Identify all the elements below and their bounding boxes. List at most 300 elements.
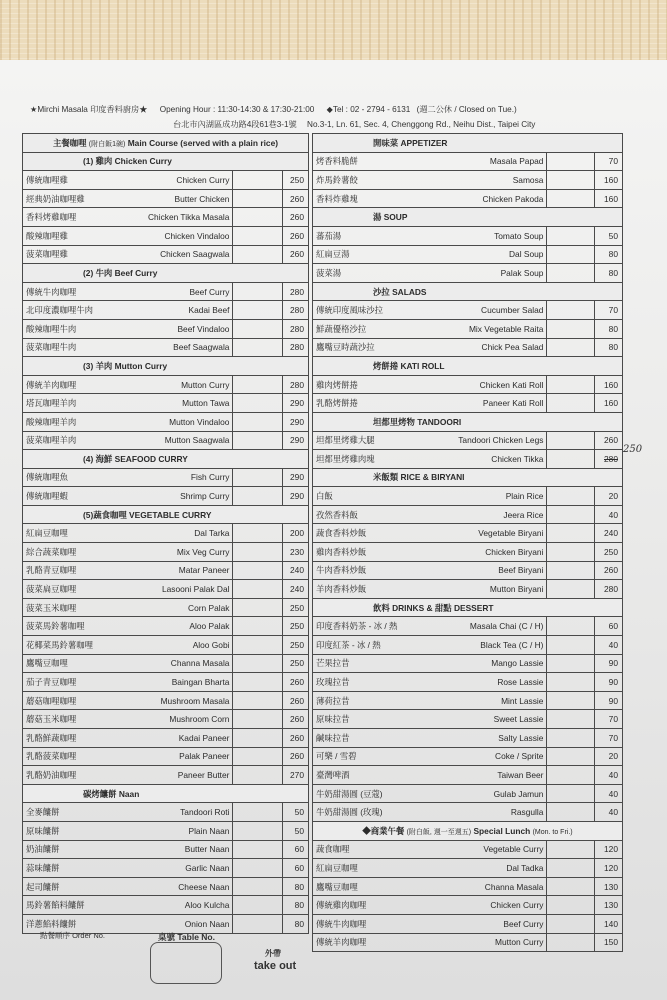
item-quantity-cell[interactable]	[233, 636, 283, 655]
item-name-cn: 洋蔥餡料饢餅	[23, 914, 103, 933]
item-price: 280	[283, 319, 309, 338]
item-name-cn: 傳統咖哩魚	[23, 468, 103, 487]
item-name-cn: 起司饢餅	[23, 877, 103, 896]
menu-item-row	[313, 803, 623, 822]
item-quantity-cell[interactable]	[547, 171, 595, 190]
item-price: 240	[283, 580, 309, 599]
item-quantity-cell[interactable]	[547, 450, 595, 469]
item-price: 260	[595, 561, 623, 580]
item-price: 40	[595, 505, 623, 524]
item-price: 260	[283, 208, 309, 227]
item-name-cn: 傳統牛肉咖哩	[313, 914, 409, 933]
item-name-cn: 蘑菇咖哩咖哩	[23, 691, 103, 710]
menu-item-row	[23, 189, 309, 208]
item-quantity-cell[interactable]	[547, 729, 595, 748]
item-quantity-cell[interactable]	[233, 561, 283, 580]
menu-item-row	[23, 394, 309, 413]
item-name-cn: 臺灣啤酒	[313, 766, 409, 785]
item-quantity-cell[interactable]	[233, 896, 283, 915]
section-header	[23, 784, 309, 803]
item-name-en: Beef Vindaloo	[102, 319, 233, 338]
menu-item-row	[23, 691, 309, 710]
item-name-cn: 原味拉昔	[313, 710, 409, 729]
menu-item-row	[23, 319, 309, 338]
item-name-en: Masala Chai (C / H)	[408, 617, 547, 636]
item-price: 130	[595, 896, 623, 915]
item-quantity-cell[interactable]	[233, 524, 283, 543]
item-quantity-cell[interactable]	[547, 896, 595, 915]
section-header	[23, 357, 309, 376]
menu-item-row	[313, 338, 623, 357]
item-price: 280	[595, 580, 623, 599]
item-name-cn: 蒜味饢餅	[23, 859, 103, 878]
item-price: 260	[283, 710, 309, 729]
item-name-cn: 鷹嘴豆時蔬沙拉	[313, 338, 409, 357]
item-name-en: Lasooni Palak Dal	[102, 580, 233, 599]
section-title: ◆商業午餐	[362, 825, 405, 836]
menu-item-row	[313, 580, 623, 599]
item-price: 20	[595, 487, 623, 506]
address-cn: 台北市內湖區成功路4段61巷3-1號	[173, 120, 297, 129]
item-name-cn: 玫瑰拉昔	[313, 673, 409, 692]
item-price: 240	[283, 561, 309, 580]
item-quantity-cell[interactable]	[547, 617, 595, 636]
item-quantity-cell[interactable]	[233, 859, 283, 878]
item-name-cn: 塔瓦咖哩羊肉	[23, 394, 103, 413]
item-quantity-cell[interactable]	[233, 245, 283, 264]
menu-item-row	[23, 561, 309, 580]
item-price: 260	[283, 673, 309, 692]
item-quantity-cell[interactable]	[233, 189, 283, 208]
item-name-en: Paneer Butter	[102, 766, 233, 785]
item-name-en: Beef Saagwala	[102, 338, 233, 357]
item-price: 80	[283, 914, 309, 933]
item-quantity-cell[interactable]	[233, 877, 283, 896]
menu-item-row	[313, 933, 623, 952]
item-name-cn: 羊肉香料炒飯	[313, 580, 409, 599]
item-price: 160	[595, 394, 623, 413]
item-quantity-cell[interactable]	[233, 412, 283, 431]
menu-item-row	[313, 617, 623, 636]
item-name-en: Baingan Bharta	[102, 673, 233, 692]
menu-title-cn: 主餐咖哩	[52, 137, 87, 148]
item-name-en: Matar Paneer	[102, 561, 233, 580]
item-quantity-cell[interactable]	[233, 598, 283, 617]
item-price: 200	[283, 524, 309, 543]
menu-item-row	[313, 171, 623, 190]
item-quantity-cell[interactable]	[233, 914, 283, 933]
item-quantity-cell[interactable]	[233, 338, 283, 357]
item-price: 160	[595, 375, 623, 394]
item-name-en: Onion Naan	[102, 914, 233, 933]
menu-item-row	[23, 673, 309, 692]
item-name-cn: 芒果拉昔	[313, 654, 409, 673]
item-quantity-cell[interactable]	[547, 487, 595, 506]
item-name-cn: 牛肉香料炒飯	[313, 561, 409, 580]
item-name-en: Garlic Naan	[102, 859, 233, 878]
item-price: 50	[283, 803, 309, 822]
item-quantity-cell[interactable]	[233, 226, 283, 245]
menu-item-row	[313, 840, 623, 859]
item-quantity-cell[interactable]	[547, 245, 595, 264]
section-header	[23, 505, 309, 524]
item-name-en: Rose Lassie	[408, 673, 547, 692]
item-price: 260	[283, 226, 309, 245]
item-name-en: Beef Curry	[102, 282, 233, 301]
item-price: 40	[595, 636, 623, 655]
item-quantity-cell[interactable]	[233, 766, 283, 785]
menu-item-row	[313, 505, 623, 524]
menu-item-row	[23, 766, 309, 785]
menu-item-row	[23, 598, 309, 617]
menu-item-row	[23, 282, 309, 301]
item-name-cn: 綜合蔬菜咖哩	[23, 543, 103, 562]
section-title: 湯 SOUP	[373, 212, 408, 223]
menu-item-row	[23, 487, 309, 506]
menu-item-row	[23, 654, 309, 673]
section-title: 米飯類 RICE & BIRYANI	[373, 472, 465, 483]
item-name-en: Mix Veg Curry	[102, 543, 233, 562]
item-name-cn: 酸辣咖哩羊肉	[23, 412, 103, 431]
menu-item-row	[313, 877, 623, 896]
item-name-cn: 鮮蔬優格沙拉	[313, 319, 409, 338]
item-name-cn: 乳酪奶油咖哩	[23, 766, 103, 785]
item-price: 80	[595, 338, 623, 357]
item-name-cn: 全麥饢餅	[23, 803, 103, 822]
item-name-en: Chicken Tikka	[408, 450, 547, 469]
item-name-cn: 紅扁豆咖哩	[313, 859, 409, 878]
item-name-en: Coke / Sprite	[408, 747, 547, 766]
menu-title-row	[23, 134, 309, 153]
item-quantity-cell[interactable]	[547, 375, 595, 394]
item-quantity-cell[interactable]	[547, 914, 595, 933]
item-name-en: Chicken Saagwala	[102, 245, 233, 264]
item-quantity-cell[interactable]	[233, 282, 283, 301]
item-name-en: Palak Soup	[408, 264, 547, 283]
item-quantity-cell[interactable]	[233, 729, 283, 748]
section-header	[313, 282, 623, 301]
item-name-cn: 菠菜扁豆咖哩	[23, 580, 103, 599]
item-name-en: Plain Rice	[408, 487, 547, 506]
item-name-en: Corn Palak	[102, 598, 233, 617]
item-name-en: Mushroom Masala	[102, 691, 233, 710]
handwritten-new-price: 250	[623, 444, 643, 456]
item-quantity-cell[interactable]	[233, 394, 283, 413]
menu-item-row	[23, 747, 309, 766]
item-price: 260	[595, 431, 623, 450]
item-price: 80	[283, 896, 309, 915]
item-price: 250	[283, 654, 309, 673]
item-quantity-cell[interactable]	[233, 375, 283, 394]
item-name-en: Dal Soup	[408, 245, 547, 264]
menu-item-row	[23, 338, 309, 357]
item-quantity-cell[interactable]	[233, 543, 283, 562]
header-line-1	[30, 104, 527, 115]
menu-item-row	[23, 171, 309, 190]
item-quantity-cell[interactable]	[547, 747, 595, 766]
item-quantity-cell[interactable]	[547, 505, 595, 524]
menu-item-row	[23, 636, 309, 655]
section-title: 開味菜 APPETIZER	[373, 137, 448, 148]
item-quantity-cell[interactable]	[547, 338, 595, 357]
menu-item-row	[313, 450, 623, 469]
item-quantity-cell[interactable]	[233, 580, 283, 599]
item-quantity-cell[interactable]	[547, 710, 595, 729]
item-quantity-cell[interactable]	[547, 933, 595, 952]
item-quantity-cell[interactable]	[547, 803, 595, 822]
item-quantity-cell[interactable]	[233, 468, 283, 487]
item-price: 260	[283, 729, 309, 748]
item-quantity-cell[interactable]	[547, 543, 595, 562]
item-name-cn: 奶油饢餅	[23, 840, 103, 859]
item-name-en: Aloo Palak	[102, 617, 233, 636]
menu-item-row	[23, 245, 309, 264]
menu-item-row	[313, 189, 623, 208]
takeout-label-cn: 外帶	[265, 949, 281, 958]
item-quantity-cell[interactable]	[233, 821, 283, 840]
menu-item-row	[313, 301, 623, 320]
menu-item-row	[313, 394, 623, 413]
item-name-cn: 蕃茄湯	[313, 226, 409, 245]
item-quantity-cell[interactable]	[547, 431, 595, 450]
section-header	[313, 412, 623, 431]
item-quantity-cell[interactable]	[233, 803, 283, 822]
item-name-en: Taiwan Beer	[408, 766, 547, 785]
item-name-en: Cucumber Salad	[408, 301, 547, 320]
menu-item-row	[313, 431, 623, 450]
item-name-cn: 傳統咖哩蝦	[23, 487, 103, 506]
menu-item-row	[23, 431, 309, 450]
item-name-cn: 鷹嘴豆咖哩	[23, 654, 103, 673]
item-name-cn: 孜然香料飯	[313, 505, 409, 524]
item-quantity-cell[interactable]	[547, 264, 595, 283]
item-name-en: Butter Naan	[102, 840, 233, 859]
item-name-cn: 鷹嘴豆咖哩	[313, 877, 409, 896]
item-quantity-cell[interactable]	[547, 152, 595, 171]
menu-item-row	[23, 226, 309, 245]
menu-item-row	[313, 914, 623, 933]
item-name-en: Palak Paneer	[102, 747, 233, 766]
item-quantity-cell[interactable]	[547, 877, 595, 896]
item-name-cn: 蔬食香料炒飯	[313, 524, 409, 543]
item-name-en: Black Tea (C / H)	[408, 636, 547, 655]
item-name-cn: 原味饢餅	[23, 821, 103, 840]
item-name-cn: 紅扁豆湯	[313, 245, 409, 264]
item-name-en: Cheese Naan	[102, 877, 233, 896]
item-name-cn: 傳統羊肉咖哩	[23, 375, 103, 394]
item-price: 20	[595, 747, 623, 766]
item-name-en: Dal Tarka	[102, 524, 233, 543]
item-price: 70	[595, 710, 623, 729]
item-quantity-cell[interactable]	[233, 171, 283, 190]
menu-item-row	[313, 896, 623, 915]
menu-item-row	[313, 487, 623, 506]
item-quantity-cell[interactable]	[233, 673, 283, 692]
menu-item-row	[23, 710, 309, 729]
menu-item-row	[313, 264, 623, 283]
item-price: 260	[283, 747, 309, 766]
item-price: 60	[595, 617, 623, 636]
menu-item-row	[23, 208, 309, 227]
item-name-cn: 酸辣咖哩牛肉	[23, 319, 103, 338]
telephone: ◆Tel : 02 - 2794 - 6131	[326, 105, 411, 114]
item-quantity-cell[interactable]	[233, 431, 283, 450]
item-quantity-cell[interactable]	[233, 319, 283, 338]
menu-item-row	[23, 375, 309, 394]
item-quantity-cell[interactable]	[547, 394, 595, 413]
item-quantity-cell[interactable]	[547, 301, 595, 320]
item-price: 70	[595, 729, 623, 748]
menu-item-row	[23, 877, 309, 896]
item-name-en: Shrimp Curry	[102, 487, 233, 506]
item-name-cn: 菠菜咖哩羊肉	[23, 431, 103, 450]
item-price: 120	[595, 840, 623, 859]
item-price: 40	[595, 803, 623, 822]
item-quantity-cell[interactable]	[547, 859, 595, 878]
menu-item-row	[23, 617, 309, 636]
item-price: 80	[595, 319, 623, 338]
item-quantity-cell[interactable]	[233, 840, 283, 859]
item-name-cn: 可樂 / 雪碧	[313, 747, 409, 766]
item-name-en: Mix Vegetable Raita	[408, 319, 547, 338]
section-title: (3) 羊肉 Mutton Curry	[83, 360, 168, 371]
item-name-en: Jeera Rice	[408, 505, 547, 524]
item-quantity-cell[interactable]	[547, 766, 595, 785]
item-price: 80	[283, 877, 309, 896]
item-name-cn: 茄子青豆咖哩	[23, 673, 103, 692]
menu-item-row	[23, 859, 309, 878]
item-price: 260	[283, 245, 309, 264]
section-title: 烤餅捲 KATI ROLL	[373, 360, 445, 371]
item-name-cn: 傳統雞肉咖哩	[313, 896, 409, 915]
item-name-cn: 牛奶甜湯圓 (玫瑰)	[313, 803, 409, 822]
item-name-cn: 傳統牛肉咖哩	[23, 282, 103, 301]
order-number-label: 點餐順序 Order No.	[40, 931, 106, 940]
item-name-cn: 乳酪烤餅捲	[313, 394, 409, 413]
header-line-2	[173, 119, 543, 130]
menu-item-row	[313, 524, 623, 543]
item-quantity-cell[interactable]	[547, 691, 595, 710]
item-price: 90	[595, 654, 623, 673]
item-name-en: Mutton Saagwala	[102, 431, 233, 450]
item-quantity-cell[interactable]	[547, 654, 595, 673]
table-number-label: 桌號 Table No.	[158, 932, 215, 942]
section-header	[313, 468, 623, 487]
item-price: 120	[595, 859, 623, 878]
item-quantity-cell[interactable]	[233, 710, 283, 729]
item-price: 260	[283, 691, 309, 710]
item-quantity-cell[interactable]	[547, 840, 595, 859]
item-quantity-cell[interactable]	[547, 524, 595, 543]
item-name-en: Aloo Gobi	[102, 636, 233, 655]
menu-item-row	[23, 468, 309, 487]
menu-item-row	[23, 896, 309, 915]
item-quantity-cell[interactable]	[547, 673, 595, 692]
item-quantity-cell[interactable]	[233, 747, 283, 766]
item-quantity-cell[interactable]	[547, 226, 595, 245]
item-name-cn: 坦都里烤雞肉塊	[313, 450, 409, 469]
item-name-en: Plain Naan	[102, 821, 233, 840]
item-name-en: Chicken Pakoda	[408, 189, 547, 208]
restaurant-name: ★Mirchi Masala 印度香料廚房★	[30, 105, 148, 114]
item-name-en: Mutton Tawa	[102, 394, 233, 413]
item-name-cn: 乳酪菠菜咖哩	[23, 747, 103, 766]
section-title: 飲料 DRINKS & 甜點 DESSERT	[373, 602, 494, 613]
item-name-en: Chicken Tikka Masala	[102, 208, 233, 227]
item-price: 70	[595, 152, 623, 171]
item-quantity-cell[interactable]	[233, 487, 283, 506]
item-quantity-cell[interactable]	[547, 580, 595, 599]
item-name-en: Chick Pea Salad	[408, 338, 547, 357]
item-name-cn: 傳統羊肉咖哩	[313, 933, 409, 952]
item-name-cn: 乳酪青豆咖哩	[23, 561, 103, 580]
item-name-en: Tandoori Roti	[102, 803, 233, 822]
main-course-table	[22, 133, 309, 934]
item-price: 280 250	[595, 450, 623, 469]
item-name-cn: 印度紅茶 - 冰 / 熱	[313, 636, 409, 655]
item-name-cn: 菠菜馬鈴薯咖哩	[23, 617, 103, 636]
item-quantity-cell[interactable]	[233, 208, 283, 227]
item-price: 60	[283, 840, 309, 859]
item-name-cn: 北印度濃咖哩牛肉	[23, 301, 103, 320]
item-name-en: Chicken Curry	[408, 896, 547, 915]
item-quantity-cell[interactable]	[547, 319, 595, 338]
item-name-cn: 牛奶甜湯圓 (豆蔻)	[313, 784, 409, 803]
menu-item-row	[23, 524, 309, 543]
menu-item-row	[313, 375, 623, 394]
item-name-en: Fish Curry	[102, 468, 233, 487]
item-name-en: Channa Masala	[102, 654, 233, 673]
item-name-en: Tandoori Chicken Legs	[408, 431, 547, 450]
item-quantity-cell[interactable]	[547, 189, 595, 208]
item-quantity-cell[interactable]	[547, 636, 595, 655]
item-quantity-cell[interactable]	[547, 561, 595, 580]
menu-item-row	[23, 543, 309, 562]
closed-day: (週二公休 / Closed on Tue.)	[416, 105, 517, 114]
item-quantity-cell[interactable]	[233, 654, 283, 673]
item-name-en: Samosa	[408, 171, 547, 190]
menu-item-row	[23, 412, 309, 431]
section-header	[23, 264, 309, 283]
item-quantity-cell[interactable]	[233, 617, 283, 636]
item-quantity-cell[interactable]	[233, 301, 283, 320]
item-name-cn: 酸辣咖哩雞	[23, 226, 103, 245]
item-name-cn: 雞肉香料炒飯	[313, 543, 409, 562]
menu-item-row	[313, 543, 623, 562]
item-price: 280	[283, 301, 309, 320]
item-name-en: Salty Lassie	[408, 729, 547, 748]
wallpaper-background	[0, 0, 667, 64]
item-name-en: Kadai Beef	[102, 301, 233, 320]
item-price: 250	[283, 598, 309, 617]
section-title: (5)蔬食咖哩 VEGETABLE CURRY	[83, 509, 212, 520]
section-header	[23, 152, 309, 171]
item-price: 280	[283, 282, 309, 301]
item-price: 250	[283, 171, 309, 190]
item-price: 40	[595, 784, 623, 803]
section-title: 坦都里烤物 TANDOORI	[373, 416, 462, 427]
menu-item-row	[313, 636, 623, 655]
item-name-cn: 蘑菇玉米咖哩	[23, 710, 103, 729]
item-name-cn: 菠菜咖哩雞	[23, 245, 103, 264]
section-title: 沙拉 SALADS	[373, 286, 427, 297]
item-name-cn: 花椰菜馬鈴薯咖哩	[23, 636, 103, 655]
table-number-box[interactable]	[150, 942, 222, 984]
item-quantity-cell[interactable]	[233, 691, 283, 710]
section-title: 碳烤饢餅 Naan	[83, 788, 140, 799]
item-name-en: Mint Lassie	[408, 691, 547, 710]
item-quantity-cell[interactable]	[547, 784, 595, 803]
